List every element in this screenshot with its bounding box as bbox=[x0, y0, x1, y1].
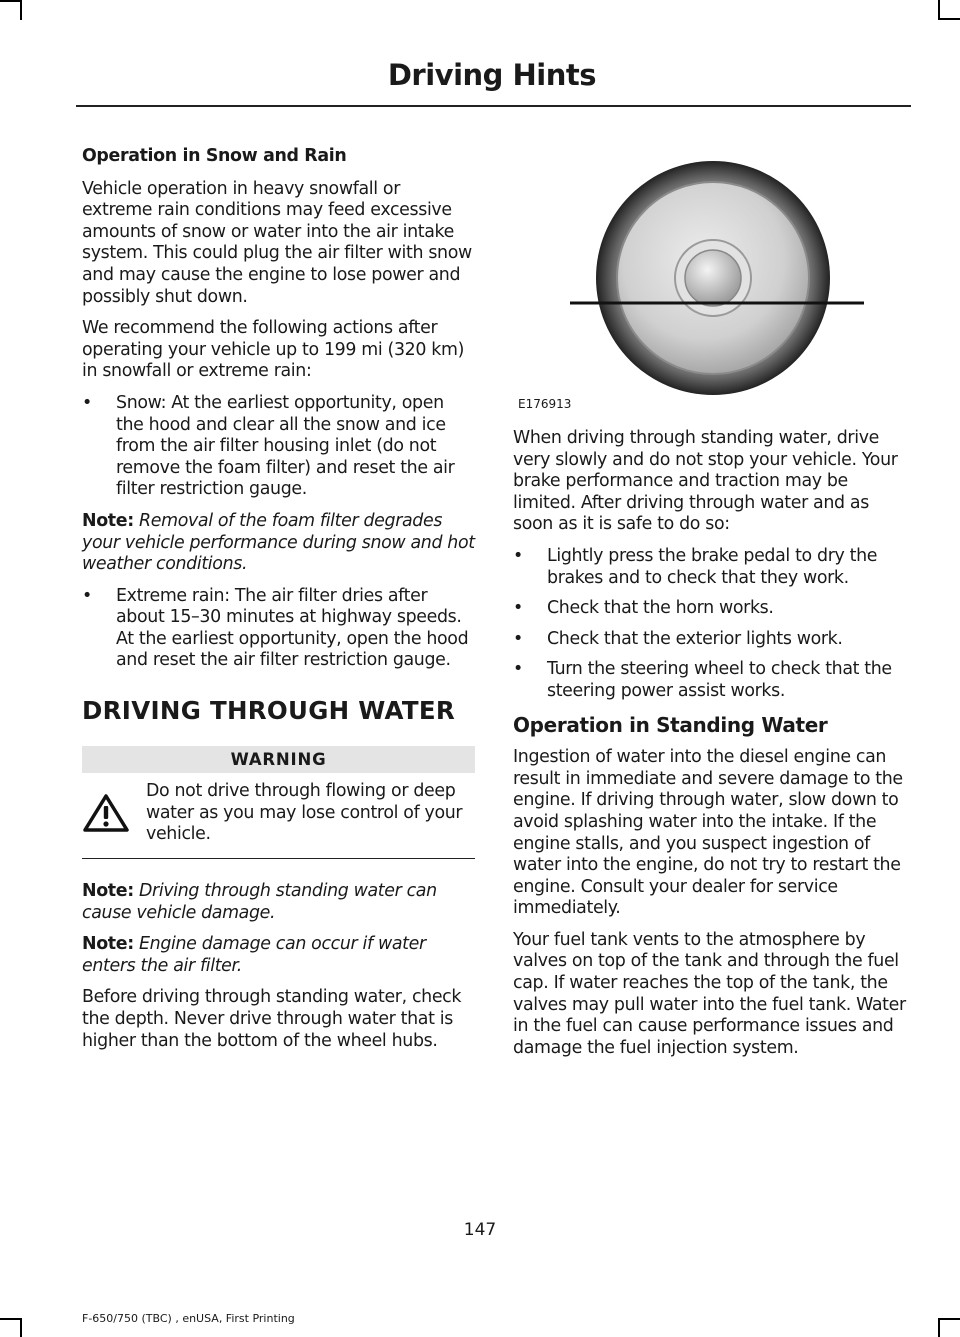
warning-body bbox=[82, 773, 475, 859]
note-engine-damage bbox=[82, 934, 475, 977]
snow-rain-paragraph: Vehicle operation in heavy snowfall or extreme rain conditions may feed excessive amounts of snow or water into the air intake system. This could plug the air filter with snow and may cause the engine to lose power and possibly shut down. bbox=[82, 178, 472, 307]
right-column bbox=[513, 146, 909, 1069]
warning-heading: WARNING bbox=[82, 746, 475, 774]
rain-bullet-list bbox=[82, 586, 475, 672]
section-title: DRIVING THROUGH WATER bbox=[82, 696, 456, 726]
crop-mark bbox=[20, 0, 22, 20]
note-text: Removal of the foam filter degrades your vehicle performance during snow and hot weather conditions. bbox=[82, 510, 475, 575]
note-label: Note: bbox=[82, 934, 134, 955]
header-rule bbox=[76, 105, 911, 107]
list-item bbox=[513, 598, 909, 620]
fuel-tank-paragraph: Your fuel tank vents to the atmosphere by valves on top of the tank and through the fuel cap. If water reaches the top of the tank, the valves may pull water into the fuel tank. Water in the fuel can cause performance issues and damage the fuel injection system. bbox=[513, 929, 906, 1058]
crop-mark bbox=[938, 1318, 940, 1337]
note-text: Driving through standing water can cause vehicle damage. bbox=[82, 881, 437, 923]
crop-mark bbox=[940, 18, 960, 20]
snow-bullet-list bbox=[82, 393, 475, 501]
left-column bbox=[82, 146, 475, 1062]
list-item bbox=[82, 586, 475, 672]
note-foam-filter bbox=[82, 511, 475, 576]
bullet-icon: • bbox=[82, 585, 92, 606]
bullet-icon: • bbox=[82, 392, 92, 413]
list-item bbox=[82, 393, 475, 501]
bullet-text: Lightly press the brake pedal to dry the brakes and to check that they work. bbox=[547, 545, 878, 588]
list-item bbox=[513, 546, 909, 589]
depth-paragraph: Before driving through standing water, check the depth. Never drive through water that is higher than the bottom of the wheel hubs. bbox=[82, 987, 462, 1051]
crop-mark bbox=[20, 1318, 22, 1337]
bullet-text: Check that the horn works. bbox=[547, 598, 774, 619]
list-item bbox=[513, 659, 909, 702]
recommend-paragraph: We recommend the following actions after operating your vehicle up to 199 mi (320 km) in snowfall or extreme rain: bbox=[82, 318, 465, 382]
crop-mark bbox=[0, 1318, 20, 1320]
bullet-icon: • bbox=[513, 545, 523, 566]
bullet-text: Check that the exterior lights work. bbox=[547, 628, 843, 649]
warning-box bbox=[82, 746, 475, 859]
snow-rain-heading: Operation in Snow and Rain bbox=[82, 146, 347, 166]
footer-meta: F-650/750 (TBC) , enUSA, First Printing bbox=[82, 1312, 295, 1325]
note-standing-water bbox=[82, 881, 475, 924]
warning-triangle-icon bbox=[82, 781, 134, 840]
page-number: 147 bbox=[463, 1220, 497, 1240]
bullet-text: Extreme rain: The air filter dries after about 15–30 minutes at highway speeds. At the earliest opportunity, open the hood and reset the air filter restriction gauge. bbox=[116, 585, 469, 671]
note-text: Engine damage can occur if water enters the air filter. bbox=[82, 934, 426, 976]
page-header-title: Driving Hints bbox=[387, 58, 596, 92]
note-label: Note: bbox=[82, 510, 134, 531]
bullet-text: Snow: At the earliest opportunity, open the hood and clear all the snow and ice from the air filter housing inlet (do not remove the foam filter) and reset the air filter restriction gauge. bbox=[116, 392, 455, 500]
ingestion-paragraph: Ingestion of water into the diesel engine can result in immediate and severe damage to the engine. If driving through water, slow down to avoid splashing water into the intake. If the engine stalls, and you suspect ingestion of water into the engine, do not try to restart the engine. Consult your dealer for service immediately. bbox=[513, 747, 903, 919]
crop-mark bbox=[940, 1318, 960, 1320]
wheel-hub-illustration bbox=[513, 146, 909, 416]
figure-id: E176913 bbox=[518, 397, 572, 412]
bullet-icon: • bbox=[513, 628, 523, 649]
bullet-text: Turn the steering wheel to check that the steering power assist works. bbox=[547, 659, 892, 701]
standing-water-heading: Operation in Standing Water bbox=[513, 712, 828, 737]
bullet-icon: • bbox=[513, 659, 523, 680]
crop-mark bbox=[0, 0, 20, 2]
after-water-bullet-list bbox=[513, 546, 909, 703]
list-item bbox=[513, 629, 909, 651]
bullet-icon: • bbox=[513, 598, 523, 619]
note-label: Note: bbox=[82, 881, 134, 902]
warning-text: Do not drive through flowing or deep water as you may lose control of your vehicle. bbox=[146, 781, 463, 845]
wheel-water-figure bbox=[513, 146, 909, 416]
crop-mark bbox=[938, 0, 940, 20]
standing-water-paragraph: When driving through standing water, drive very slowly and do not stop your vehicle. Your brake performance and traction may be limited. After driving through water and as soon as it is safe to do so: bbox=[513, 428, 898, 535]
